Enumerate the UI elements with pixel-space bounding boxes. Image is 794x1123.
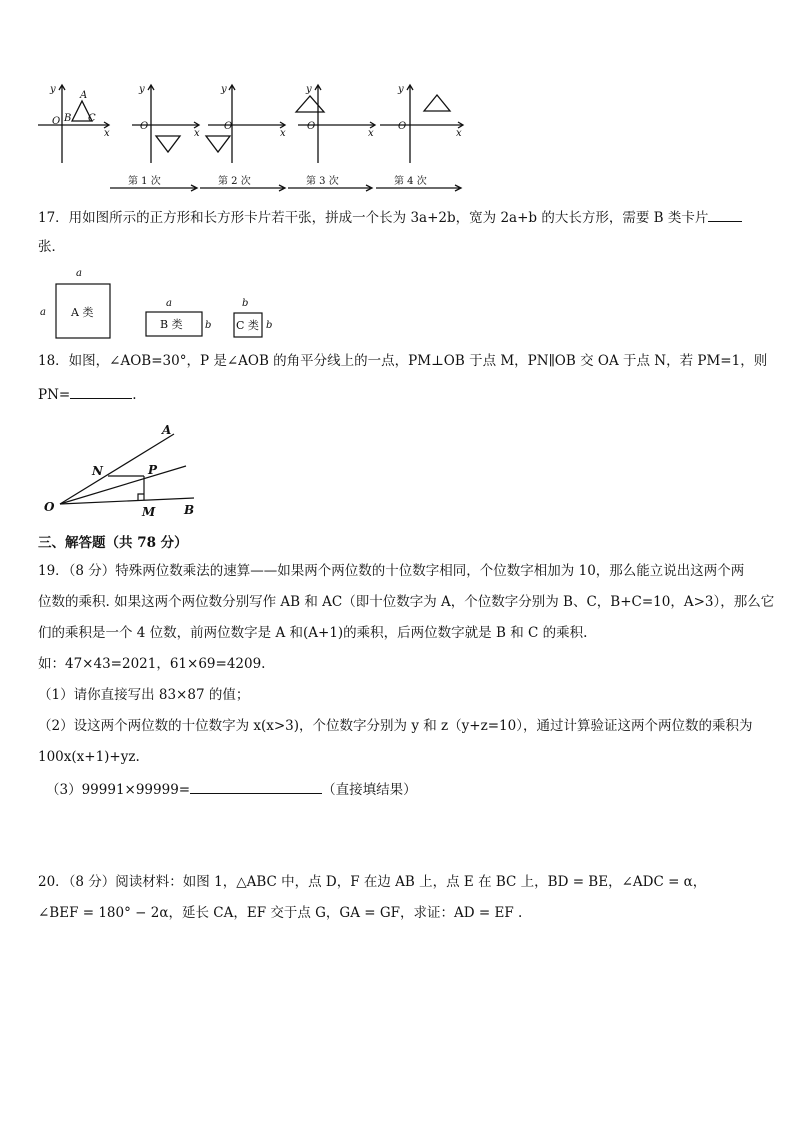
- translation-figure: [34, 78, 474, 196]
- q19-text-line1: 19．（8 分）特殊两位数乘法的速算——如果两个两位数的十位数字相同，个位数字相加为 10，那么能立说出这两个两: [38, 563, 745, 579]
- q18-angle-figure: [38, 418, 208, 522]
- card-b-side-label: b: [205, 320, 212, 331]
- point-m-label: M: [142, 505, 156, 519]
- card-c-side-label: b: [266, 320, 273, 331]
- vertex-b-label: B: [64, 113, 72, 124]
- point-b-label: B: [184, 503, 195, 517]
- x-label: x: [280, 128, 286, 139]
- step-4-label: 第 4 次: [394, 176, 427, 187]
- vertex-a-label: A: [80, 90, 88, 101]
- point-n-label: N: [92, 464, 103, 478]
- q17-text-line2: 张．: [38, 239, 65, 255]
- step-1-label: 第 1 次: [128, 176, 161, 187]
- q17-answer-blank[interactable]: [708, 207, 742, 222]
- origin-label: O: [307, 121, 316, 132]
- vertex-c-label: C: [88, 113, 96, 124]
- x-label: x: [104, 128, 110, 139]
- y-label: y: [398, 84, 404, 95]
- q18-answer-blank[interactable]: [70, 384, 132, 399]
- q19-text-line2: 位数的乘积. 如果这两个两位数分别写作 AB 和 AC（即十位数字为 A，个位数字分别为 B、C，B+C=10，A>3），那么它: [38, 594, 775, 610]
- q19-part2-line1: （2）设这两个两位数的十位数字为 x(x>3)，个位数字分别为 y 和 z（y+z=10），通过计算验证这两个两位数的乘积为: [38, 718, 753, 734]
- q19-part1: （1）请你直接写出 83×87 的值；: [38, 687, 250, 703]
- step-2-label: 第 2 次: [218, 176, 251, 187]
- step-3-label: 第 3 次: [306, 176, 339, 187]
- q20-text-line1: 20．（8 分）阅读材料：如图 1，△ABC 中，点 D，F 在边 AB 上，点 E 在 BC 上，BD = BE，∠ADC = α，: [38, 874, 707, 890]
- origin-label: O: [398, 121, 407, 132]
- card-b-top-label: a: [166, 298, 172, 309]
- q18-text-line1: 18．如图，∠AOB=30°，P 是∠AOB 的角平分线上的一点，PM⊥OB 于点 M，PN∥OB 交 OA 于点 N，若 PM=1，则: [38, 353, 768, 369]
- card-c-top-label: b: [242, 298, 249, 309]
- section-title: 三、解答题（共 78 分）: [38, 535, 188, 551]
- q19-part3: （3）99991×99999= （直接填结果）: [46, 779, 417, 799]
- q19-text-line3: 们的乘积是一个 4 位数，前两位数字是 A 和(A+1)的乘积，后两位数字就是 B 和 C 的乘积.: [38, 625, 588, 641]
- x-label: x: [456, 128, 462, 139]
- q19-part2-line2: 100x(x+1)+yz.: [38, 749, 140, 765]
- point-o-label: O: [44, 500, 55, 514]
- card-a-top-label: a: [76, 268, 82, 279]
- x-label: x: [194, 128, 200, 139]
- x-label: x: [368, 128, 374, 139]
- origin-label: O: [52, 116, 61, 127]
- q17-cards-figure: [34, 262, 284, 344]
- card-c-name: C 类: [236, 319, 259, 332]
- point-a-label: A: [162, 423, 172, 437]
- point-p-label: P: [148, 463, 158, 477]
- q19-answer-blank[interactable]: [190, 779, 322, 794]
- card-a-name: A 类: [71, 306, 94, 319]
- q18-text-line2: PN= .: [38, 384, 137, 404]
- q20-text-line2: ∠BEF = 180° − 2α，延长 CA，EF 交于点 G，GA = GF，求证：AD = EF .: [38, 905, 523, 921]
- card-a-side-label: a: [40, 307, 46, 318]
- q17-text-line1: 17．用如图所示的正方形和长方形卡片若干张，拼成一个长为 3a+2b，宽为 2a+b 的大长方形，需要 B 类卡片: [38, 207, 742, 227]
- y-label: y: [221, 84, 227, 95]
- y-label: y: [50, 84, 56, 95]
- origin-label: O: [140, 121, 149, 132]
- card-b-name: B 类: [160, 318, 183, 331]
- origin-label: O: [224, 121, 233, 132]
- y-label: y: [139, 84, 145, 95]
- y-label: y: [306, 84, 312, 95]
- q19-example: 如：47×43=2021，61×69=4209.: [38, 656, 266, 672]
